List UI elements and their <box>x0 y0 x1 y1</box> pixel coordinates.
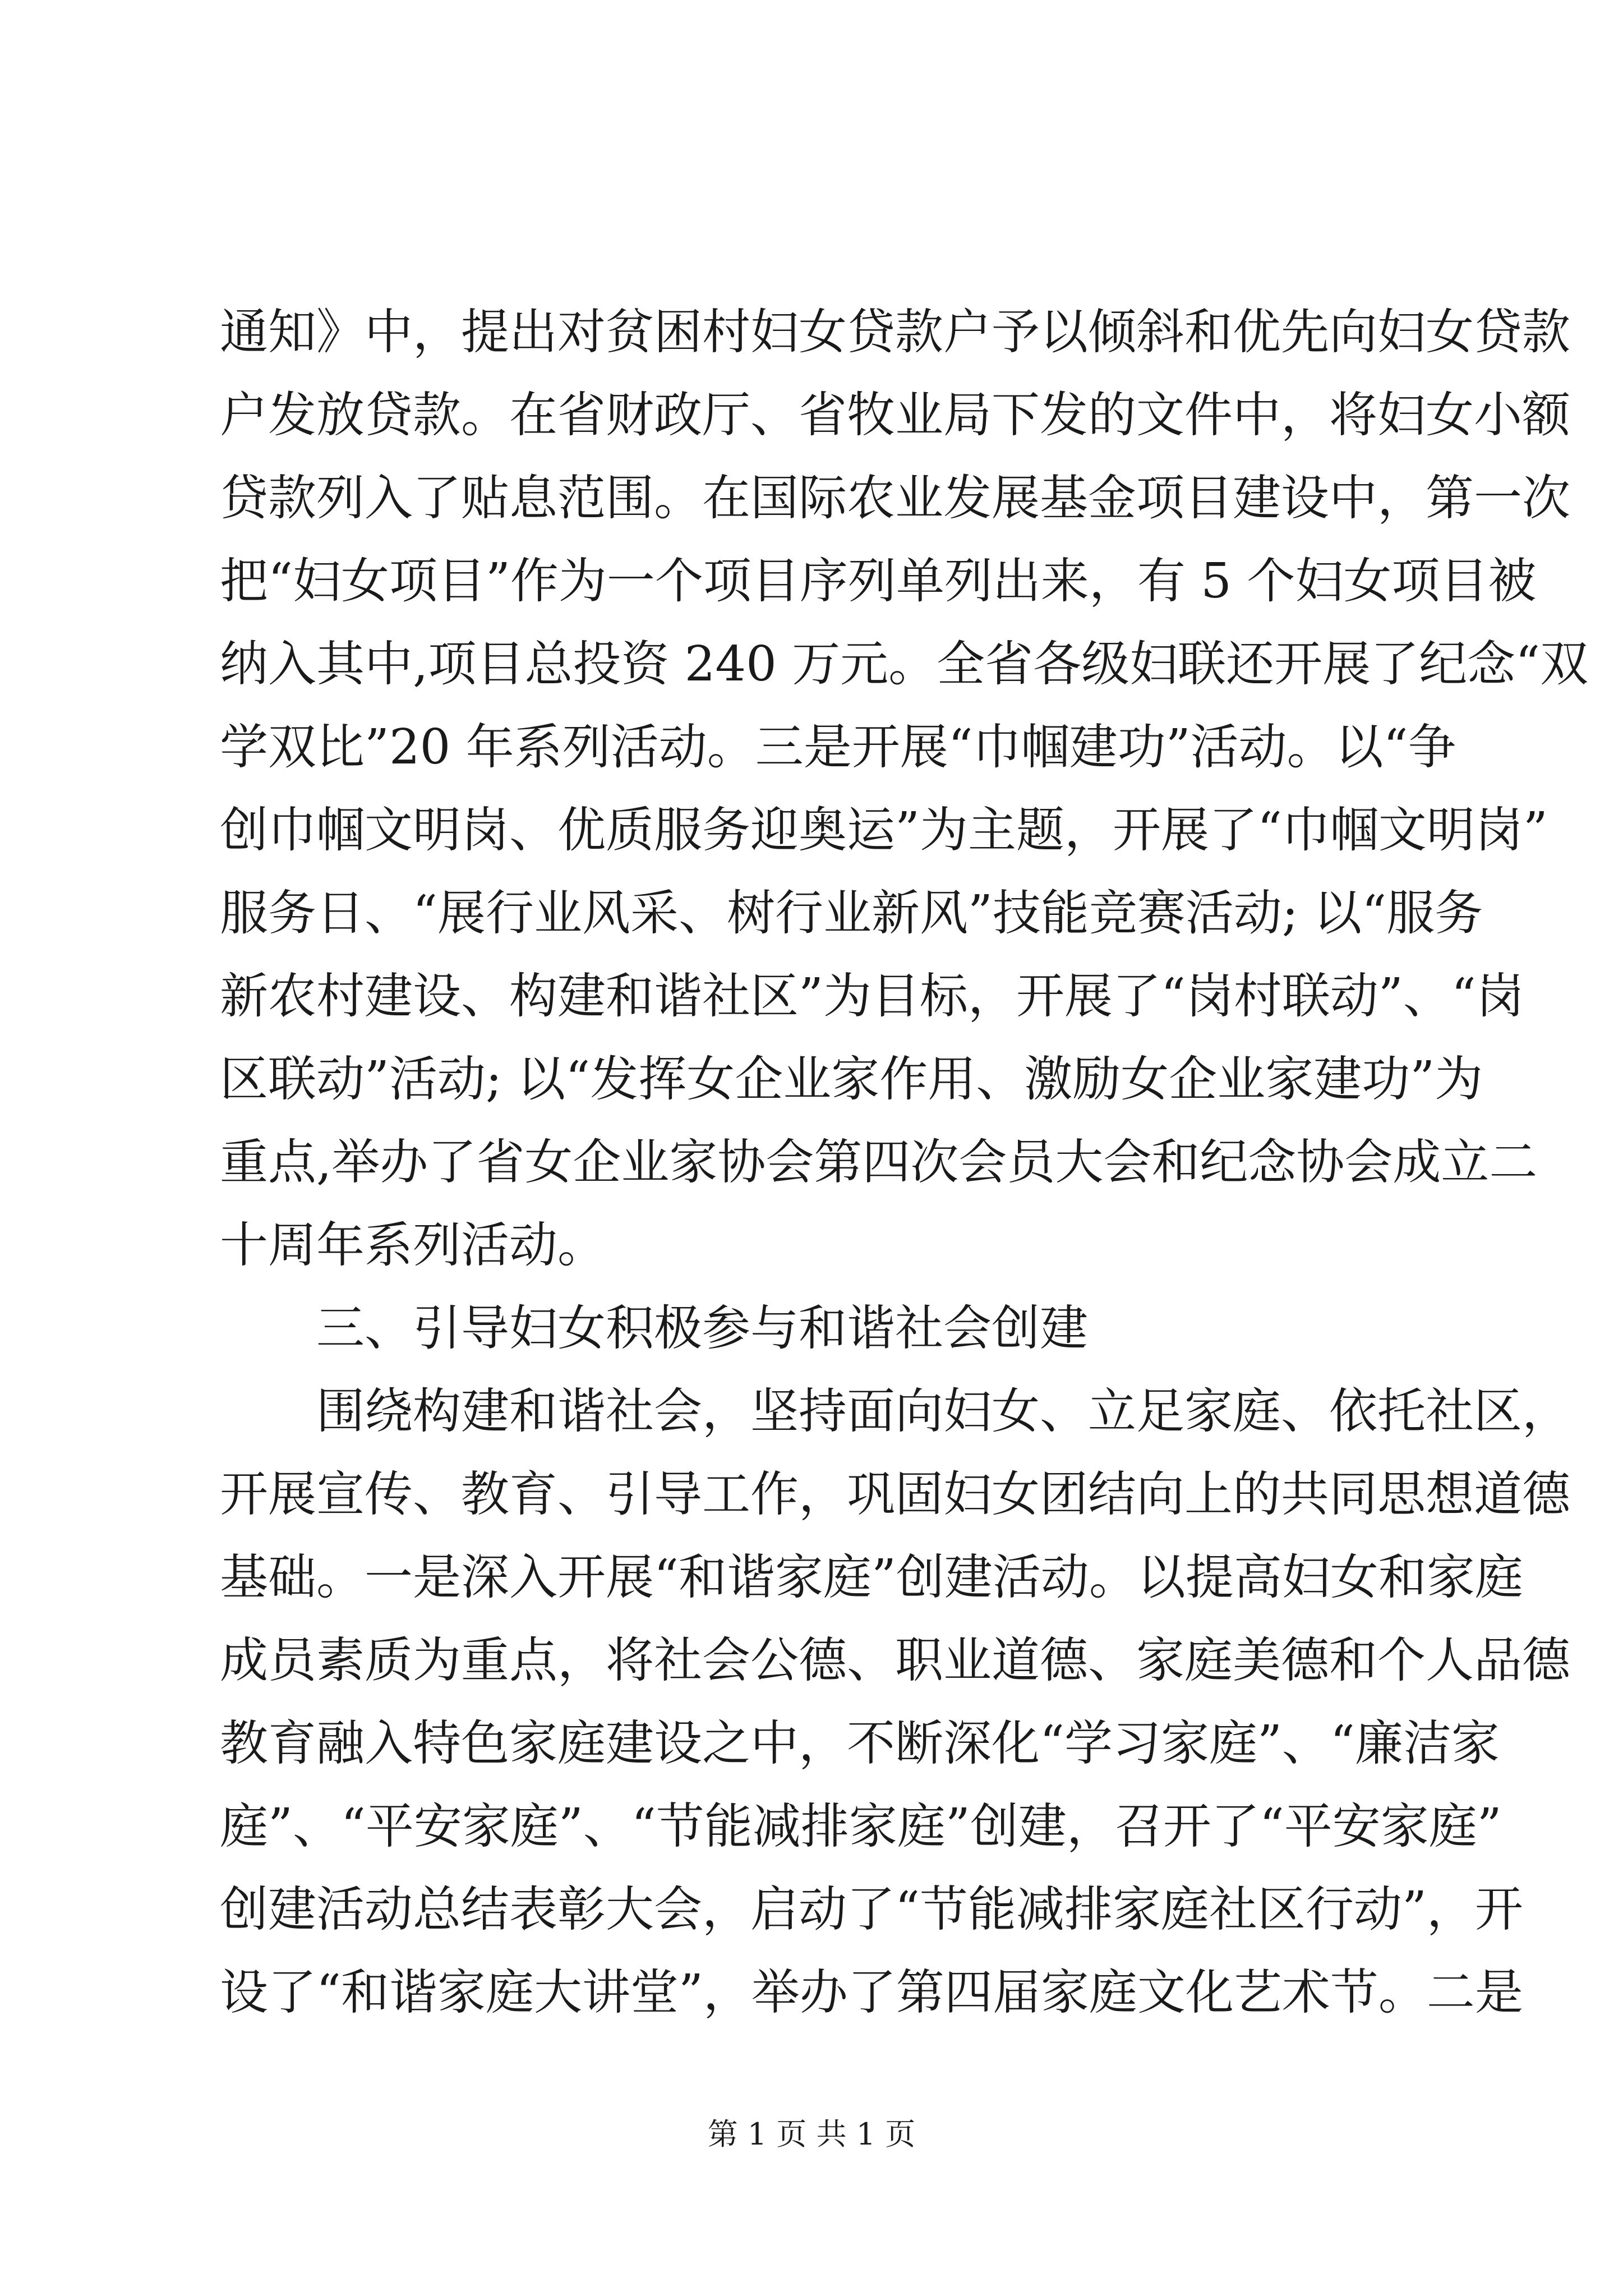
text-line: 户发放贷款。在省财政厅、省牧业局下发的文件中，将妇女小额 <box>220 387 1570 443</box>
text-line: 基础。一是深入开展“和谐家庭”创建活动。以提高妇女和家庭 <box>220 1549 1523 1605</box>
text-line: 设了“和谐家庭大讲堂”，举办了第四届家庭文化艺术节。二是 <box>220 1964 1523 2021</box>
paragraph-first-line: 围绕构建和谐社会，坚持面向妇女、立足家庭、依托社区， <box>316 1383 1570 1439</box>
page-footer <box>0 2115 1623 2154</box>
text-line: 创建活动总结表彰大会，启动了“节能减排家庭社区行动”，开 <box>220 1881 1523 1938</box>
text-line: 重点,举办了省女企业家协会第四次会员大会和纪念协会成立二 <box>220 1134 1538 1190</box>
text-line: 纳入其中,项目总投资 240 万元。全省各级妇联还开展了纪念“双 <box>220 636 1589 692</box>
page-number-label: 第 1 页 共 1 页 <box>707 2116 916 2152</box>
text-line: 把“妇女项目”作为一个项目序列单列出来，有 5 个妇女项目被 <box>220 553 1537 609</box>
paragraph-end-line: 十周年系列活动。 <box>220 1217 606 1273</box>
text-line: 教育融入特色家庭建设之中，不断深化“学习家庭”、“廉洁家 <box>220 1715 1500 1772</box>
text-line: 新农村建设、构建和谐社区”为目标，开展了“岗村联动”、“岗 <box>220 968 1524 1024</box>
text-line: 贷款列入了贴息范围。在国际农业发展基金项目建设中，第一次 <box>220 470 1570 526</box>
text-line: 开展宣传、教育、引导工作，巩固妇女团结向上的共同思想道德 <box>220 1466 1570 1522</box>
text-line: 成员素质为重点，将社会公德、职业道德、家庭美德和个人品德 <box>220 1632 1570 1688</box>
text-line: 庭”、“平安家庭”、“节能减排家庭”创建，召开了“平安家庭” <box>220 1798 1502 1855</box>
text-line: 学双比”20 年系列活动。三是开展“巾帼建功”活动。以“争 <box>220 719 1456 775</box>
text-line: 区联动”活动; 以“发挥女企业家作用、激励女企业家建功”为 <box>220 1051 1483 1107</box>
section-heading: 三、引导妇女积极参与和谐社会创建 <box>316 1300 1088 1356</box>
text-line: 通知》中，提出对贫困村妇女贷款户予以倾斜和优先向妇女贷款 <box>220 304 1570 360</box>
text-line: 服务日、“展行业风采、树行业新风”技能竞赛活动; 以“服务 <box>220 885 1483 941</box>
text-line: 创巾帼文明岗、优质服务迎奥运”为主题，开展了“巾帼文明岗” <box>220 802 1548 858</box>
body-text <box>220 291 1589 2034</box>
